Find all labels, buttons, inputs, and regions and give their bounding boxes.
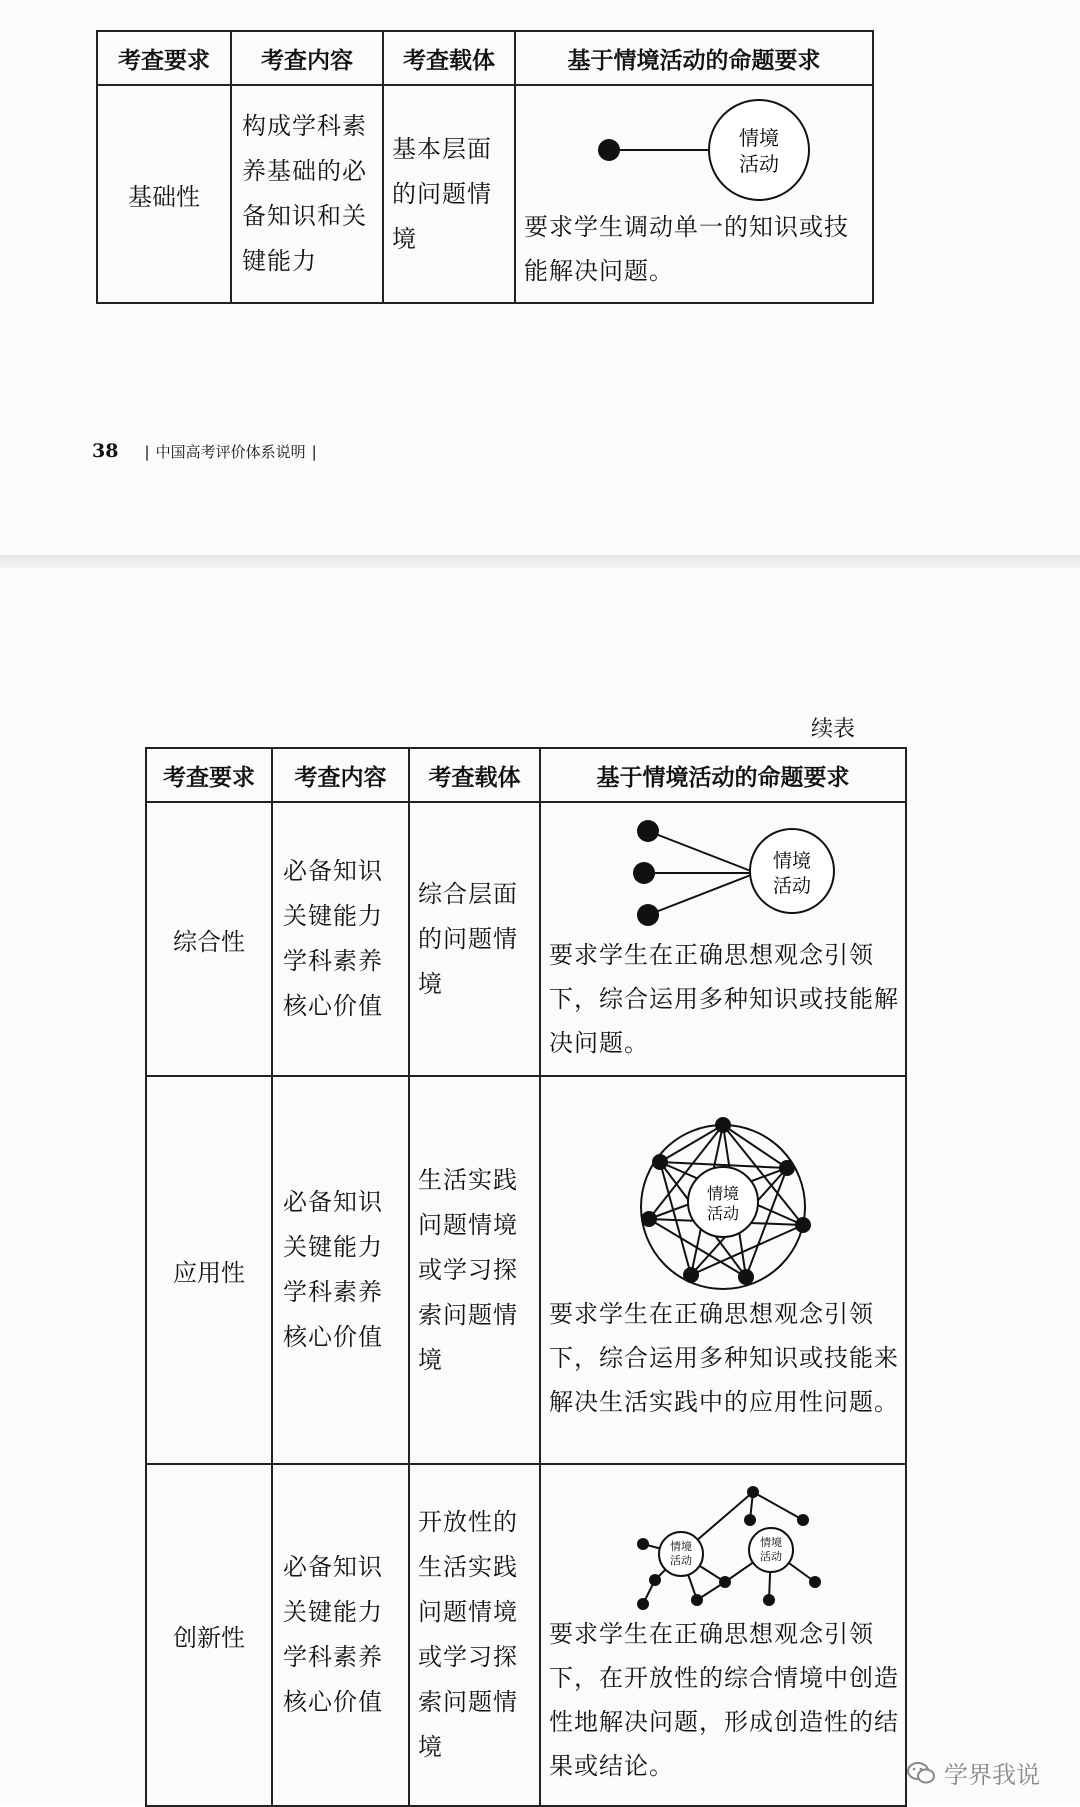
carrier-line: 境 — [418, 1345, 443, 1374]
wechat-watermark — [906, 1755, 1040, 1790]
table-row-innovative — [146, 1464, 906, 1806]
knowledge-node — [795, 1217, 811, 1233]
knowledge-node — [763, 1594, 775, 1606]
task-requirement-cell — [540, 1464, 906, 1806]
carrier-line: 生活实践 — [418, 1165, 518, 1194]
watermark-text: 学界我说 — [944, 1761, 1040, 1789]
activity-label: 活动 — [739, 152, 779, 176]
header-task-requirement: 基于情境活动的命题要求 — [515, 31, 873, 85]
knowledge-node — [649, 1574, 661, 1586]
carrier-line: 境 — [392, 224, 417, 253]
content-line: 学科素养 — [283, 947, 383, 975]
book-title: 中国高考评价体系说明 — [155, 443, 306, 461]
situation-label: 情境 — [760, 1536, 782, 1549]
content-cell — [272, 802, 409, 1076]
knowledge-node — [637, 820, 659, 842]
task-description: 要求学生在正确思想观念引领下，综合运用多种知识或技能解决问题。 — [549, 941, 899, 1057]
task-requirement-cell — [515, 85, 873, 303]
content-line: 核心价值 — [283, 1688, 383, 1716]
carrier-line: 境 — [418, 969, 443, 998]
content-line: 学科素养 — [283, 1278, 383, 1306]
task-description: 要求学生在正确思想观念引领下，综合运用多种知识或技能来解决生活实践中的应用性问题。 — [549, 1299, 899, 1416]
carrier-cell — [383, 85, 515, 303]
carrier-line: 的问题情 — [392, 179, 492, 208]
knowledge-node — [633, 862, 655, 884]
header-requirement: 考查要求 — [146, 748, 272, 802]
knowledge-node — [747, 1486, 759, 1498]
situation-label: 情境 — [706, 1183, 740, 1203]
activity-label: 活动 — [772, 875, 812, 897]
footer-separator: | — [311, 443, 317, 461]
knowledge-node — [797, 1514, 809, 1526]
header-carrier: 考查载体 — [383, 31, 515, 85]
situation-label: 情境 — [670, 1540, 692, 1553]
footer-separator: | — [144, 443, 150, 461]
carrier-line: 基本层面 — [392, 134, 492, 163]
task-description: 要求学生在正确思想观念引领下，在开放性的综合情境中创造性地解决问题，形成创造性的结果或结论。 — [549, 1620, 899, 1780]
knowledge-node — [738, 1269, 754, 1285]
knowledge-node — [683, 1267, 699, 1283]
table-row-applied — [146, 1076, 906, 1464]
requirement-cell: 综合性 — [146, 802, 272, 1076]
knowledge-node — [779, 1160, 795, 1176]
content-line: 必备知识 — [283, 1188, 383, 1216]
knowledge-node — [744, 1514, 756, 1526]
carrier-cell — [409, 802, 540, 1076]
content-line: 关键能力 — [283, 902, 383, 930]
header-carrier: 考查载体 — [409, 748, 540, 802]
content-line: 键能力 — [242, 247, 317, 275]
content-cell — [231, 85, 383, 303]
carrier-line: 问题情境 — [418, 1210, 518, 1239]
content-line: 核心价值 — [283, 992, 383, 1020]
content-line: 关键能力 — [283, 1233, 383, 1261]
task-requirement-cell — [540, 1076, 906, 1464]
knowledge-node — [598, 139, 620, 161]
single-link-diagram — [569, 95, 819, 205]
open-network-diagram — [613, 1482, 833, 1612]
carrier-line: 境 — [418, 1733, 443, 1761]
activity-label: 活动 — [760, 1550, 782, 1563]
carrier-line: 索问题情 — [418, 1688, 518, 1716]
knowledge-node — [641, 1211, 657, 1227]
knowledge-node — [809, 1576, 821, 1588]
activity-label: 活动 — [706, 1203, 740, 1223]
knowledge-node — [652, 1154, 668, 1170]
content-line: 备知识和关 — [242, 202, 367, 230]
wechat-icon — [906, 1761, 936, 1785]
carrier-line: 或学习探 — [418, 1255, 518, 1284]
table-header-row — [146, 748, 906, 802]
knowledge-node — [715, 1117, 731, 1133]
task-requirement-cell — [540, 802, 906, 1076]
page-number: 38 — [92, 440, 119, 462]
content-line: 关键能力 — [283, 1598, 383, 1626]
knowledge-node — [637, 1598, 649, 1610]
requirement-cell: 应用性 — [146, 1076, 272, 1464]
header-requirement: 考查要求 — [97, 31, 231, 85]
continued-label: 续表 — [810, 717, 855, 742]
requirements-table-2 — [145, 747, 907, 1807]
table-header-row — [97, 31, 873, 85]
task-description: 要求学生调动单一的知识或技能解决问题。 — [524, 213, 849, 285]
content-cell — [272, 1464, 409, 1806]
carrier-line: 综合层面 — [418, 879, 518, 908]
knowledge-node — [719, 1576, 731, 1588]
knowledge-node — [637, 1538, 649, 1550]
content-line: 学科素养 — [283, 1643, 383, 1671]
situation-circle — [709, 100, 809, 200]
carrier-line: 或学习探 — [418, 1643, 518, 1671]
carrier-line: 的问题情 — [418, 924, 518, 953]
activity-label: 活动 — [670, 1554, 692, 1567]
header-task-requirement: 基于情境活动的命题要求 — [540, 748, 906, 802]
header-content: 考查内容 — [231, 31, 383, 85]
header-content: 考查内容 — [272, 748, 409, 802]
carrier-line: 开放性的 — [418, 1508, 518, 1536]
knowledge-node — [691, 1594, 703, 1606]
network-diagram — [628, 1117, 818, 1292]
requirement-cell: 创新性 — [146, 1464, 272, 1806]
content-line: 核心价值 — [283, 1323, 383, 1351]
carrier-line: 生活实践 — [418, 1553, 518, 1581]
carrier-cell — [409, 1076, 540, 1464]
knowledge-node — [637, 904, 659, 926]
situation-label: 情境 — [772, 850, 812, 872]
content-line: 构成学科素 — [242, 112, 367, 140]
content-line: 养基础的必 — [242, 157, 367, 185]
content-cell — [272, 1076, 409, 1464]
page-footer — [92, 440, 317, 462]
page-separator — [0, 555, 1080, 568]
table-row-comprehensive — [146, 802, 906, 1076]
carrier-line: 问题情境 — [418, 1598, 518, 1626]
carrier-line: 索问题情 — [418, 1300, 518, 1329]
table-row-basic — [97, 85, 873, 303]
content-line: 必备知识 — [283, 857, 383, 885]
situation-label: 情境 — [739, 126, 779, 150]
content-line: 必备知识 — [283, 1553, 383, 1581]
requirement-cell: 基础性 — [97, 85, 231, 303]
carrier-cell — [409, 1464, 540, 1806]
requirements-table-1 — [96, 30, 874, 304]
multi-link-diagram — [608, 813, 838, 933]
